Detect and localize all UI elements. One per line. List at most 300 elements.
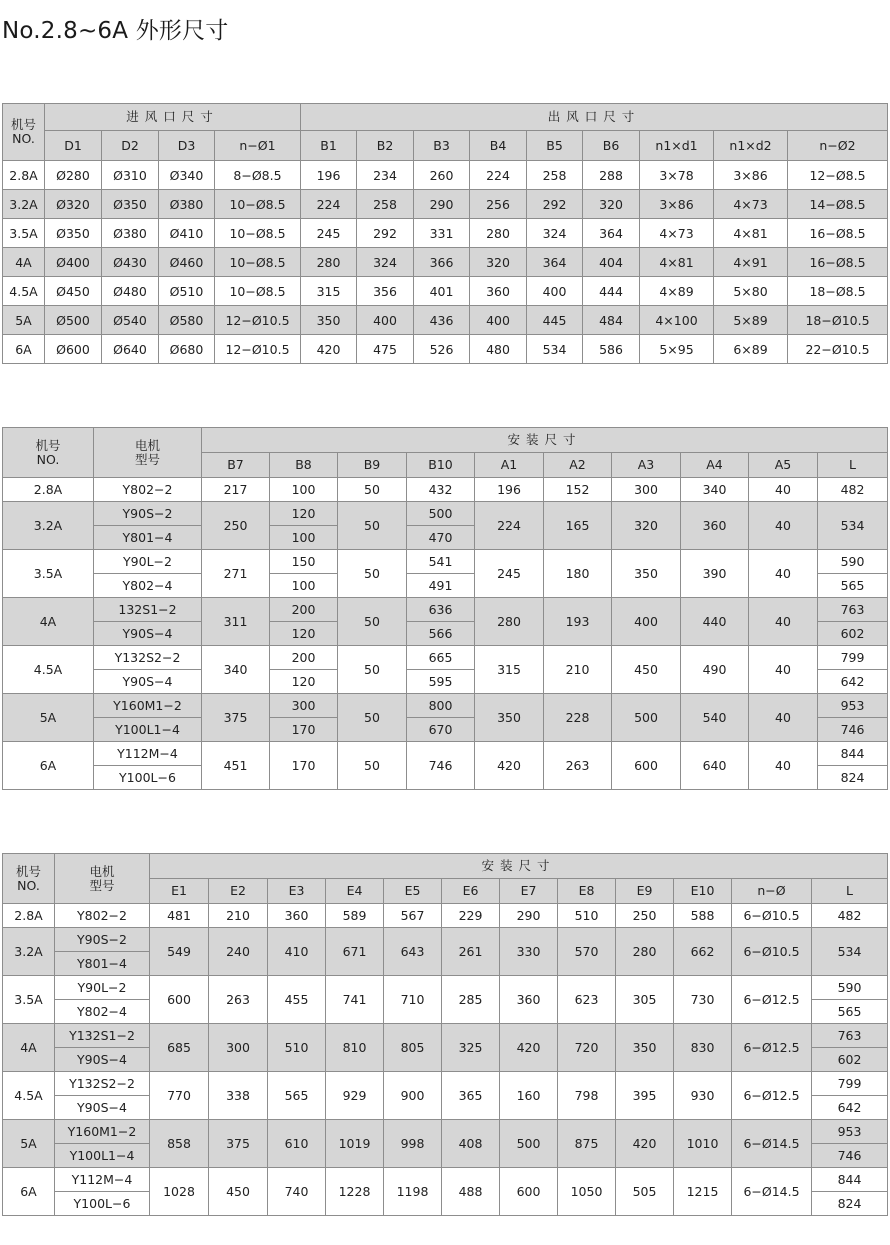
machine-no-label-en: NO. [12,131,35,146]
value-cell: 746 [818,718,888,742]
value-cell: 4×89 [640,277,714,306]
table-row [3,550,888,574]
motor-label: 电机 [89,863,115,879]
motor-model-cell: Y132S2−2 [55,1072,150,1096]
value-cell: 180 [544,550,612,598]
value-cell: 50 [338,550,407,598]
value-cell: 12−Ø10.5 [215,335,301,364]
value-cell: 10−Ø8.5 [215,219,301,248]
value-cell: 800 [407,694,475,718]
value-cell: 280 [616,928,674,976]
machine-no-label-cn: 机号 [10,117,36,132]
table-row [3,598,888,622]
page-title: No.2.8~6A 外形尺寸 [2,18,229,44]
value-cell: 4×73 [714,190,788,219]
value-cell: 50 [338,478,407,502]
machine-no-cell: 4.5A [3,1072,55,1120]
value-cell: 40 [749,694,818,742]
value-cell: 1019 [326,1120,384,1168]
value-cell: 770 [150,1072,209,1120]
value-cell: 250 [616,904,674,928]
value-cell: 50 [338,742,407,790]
value-cell: 740 [268,1168,326,1216]
motor-model-cell: Y100L1−4 [94,718,202,742]
install-size-header: 安装尺寸 [202,428,888,453]
value-cell: 280 [475,598,544,646]
value-cell: 565 [818,574,888,598]
value-cell: 798 [558,1072,616,1120]
value-cell: 250 [202,502,270,550]
machine-no-cell: 2.8A [3,904,55,928]
column-header: A5 [749,453,818,478]
value-cell: 432 [407,478,475,502]
outlet-size-header: 出风口尺寸 [301,104,888,131]
value-cell: 408 [442,1120,500,1168]
installation-dimensions-table-e [2,853,888,1216]
value-cell: 14−Ø8.5 [788,190,888,219]
inlet-size-header: 进风口尺寸 [45,104,301,131]
value-cell: 763 [818,598,888,622]
value-cell: 50 [338,694,407,742]
value-cell: 40 [749,646,818,694]
value-cell: Ø350 [102,190,159,219]
column-header: D3 [159,131,215,161]
value-cell: 900 [384,1072,442,1120]
value-cell: 5×89 [714,306,788,335]
value-cell: 565 [812,1000,888,1024]
machine-no-label-en: NO. [36,451,60,467]
value-cell: 6−Ø10.5 [732,904,812,928]
value-cell: 200 [270,646,338,670]
column-header: B1 [301,131,357,161]
value-cell: 315 [301,277,357,306]
value-cell: 365 [442,1072,500,1120]
value-cell: 228 [544,694,612,742]
value-cell: 6−Ø14.5 [732,1168,812,1216]
machine-no-cell: 4A [3,1024,55,1072]
value-cell: 170 [270,718,338,742]
column-header: E9 [616,879,674,904]
value-cell: Ø380 [159,190,215,219]
column-header: D1 [45,131,102,161]
table-row [3,219,888,248]
value-cell: 364 [527,248,583,277]
value-cell: 366 [414,248,470,277]
value-cell: 491 [407,574,475,598]
value-cell: 245 [301,219,357,248]
value-cell: 953 [812,1120,888,1144]
value-cell: 22−Ø10.5 [788,335,888,364]
table-row [3,694,888,718]
machine-no-cell: 5A [3,694,94,742]
column-header: A1 [475,453,544,478]
value-cell: 685 [150,1024,209,1072]
value-cell: 810 [326,1024,384,1072]
motor-label: 电机 [134,437,160,453]
value-cell: 6−Ø10.5 [732,928,812,976]
value-cell: 325 [442,1024,500,1072]
column-header: E10 [674,879,732,904]
column-header: n−Ø2 [788,131,888,161]
value-cell: Ø280 [45,161,102,190]
value-cell: 320 [470,248,527,277]
value-cell: 4×81 [640,248,714,277]
value-cell: Ø640 [102,335,159,364]
value-cell: 998 [384,1120,442,1168]
value-cell: 741 [326,976,384,1024]
value-cell: 500 [612,694,681,742]
motor-model-cell: Y90S−2 [55,928,150,952]
value-cell: 610 [268,1120,326,1168]
value-cell: 480 [470,335,527,364]
machine-no-header [3,854,55,904]
value-cell: 5×80 [714,277,788,306]
motor-model-cell: Y100L−6 [55,1192,150,1216]
value-cell: 636 [407,598,475,622]
value-cell: 40 [749,502,818,550]
value-cell: Ø380 [102,219,159,248]
motor-model-cell: Y90L−2 [94,550,202,574]
value-cell: 3×86 [640,190,714,219]
value-cell: 12−Ø8.5 [788,161,888,190]
install-size-header: 安装尺寸 [150,854,888,879]
motor-model-header [55,854,150,904]
value-cell: 4×73 [640,219,714,248]
value-cell: 420 [616,1120,674,1168]
table-row [3,904,888,928]
value-cell: 500 [407,502,475,526]
value-cell: 488 [442,1168,500,1216]
motor-model-cell: Y132S2−2 [94,646,202,670]
motor-model-cell: Y802−2 [94,478,202,502]
value-cell: 6−Ø12.5 [732,1024,812,1072]
value-cell: 455 [268,976,326,1024]
value-cell: 6×89 [714,335,788,364]
motor-model-cell: Y100L−6 [94,766,202,790]
value-cell: 805 [384,1024,442,1072]
value-cell: Ø430 [102,248,159,277]
value-cell: Ø580 [159,306,215,335]
value-cell: 356 [357,277,414,306]
table-row [3,161,888,190]
column-header: n−Ø [732,879,812,904]
value-cell: Ø460 [159,248,215,277]
column-header: B2 [357,131,414,161]
table-row [3,646,888,670]
value-cell: 570 [558,928,616,976]
machine-no-cell: 3.5A [3,550,94,598]
table-row [3,478,888,502]
value-cell: 193 [544,598,612,646]
value-cell: 830 [674,1024,732,1072]
value-cell: 6−Ø14.5 [732,1120,812,1168]
machine-no-cell: 3.2A [3,502,94,550]
motor-model-cell: Y802−4 [55,1000,150,1024]
value-cell: 150 [270,550,338,574]
table-row [3,742,888,766]
table-row [3,190,888,219]
machine-no-cell: 3.5A [3,976,55,1024]
value-cell: 600 [150,976,209,1024]
column-header: A2 [544,453,612,478]
value-cell: 261 [442,928,500,976]
machine-no-cell: 5A [3,306,45,335]
value-cell: 400 [357,306,414,335]
value-cell: 549 [150,928,209,976]
value-cell: 210 [209,904,268,928]
value-cell: 263 [209,976,268,1024]
machine-no-label-en: NO. [17,877,40,893]
motor-model-cell: Y90S−2 [94,502,202,526]
value-cell: 10−Ø8.5 [215,248,301,277]
value-cell: 120 [270,502,338,526]
value-cell: 482 [812,904,888,928]
value-cell: 420 [500,1024,558,1072]
value-cell: 671 [326,928,384,976]
column-header: E5 [384,879,442,904]
value-cell: 320 [583,190,640,219]
value-cell: 602 [812,1048,888,1072]
value-cell: 844 [812,1168,888,1192]
value-cell: 534 [527,335,583,364]
value-cell: 640 [681,742,749,790]
motor-model-cell: Y801−4 [55,952,150,976]
machine-no-cell: 5A [3,1120,55,1168]
value-cell: 844 [818,742,888,766]
column-header: B3 [414,131,470,161]
value-cell: 4×91 [714,248,788,277]
motor-model-cell: Y801−4 [94,526,202,550]
value-cell: 340 [681,478,749,502]
value-cell: 50 [338,502,407,550]
value-cell: 401 [414,277,470,306]
column-header: B5 [527,131,583,161]
value-cell: 165 [544,502,612,550]
value-cell: 210 [544,646,612,694]
table-row [3,306,888,335]
value-cell: Ø510 [159,277,215,306]
value-cell: 404 [583,248,640,277]
machine-no-cell: 6A [3,742,94,790]
motor-model-cell: Y90S−4 [94,622,202,646]
table-row [3,928,888,952]
value-cell: 256 [470,190,527,219]
value-cell: 350 [475,694,544,742]
value-cell: 541 [407,550,475,574]
value-cell: 590 [812,976,888,1000]
value-cell: 258 [357,190,414,219]
value-cell: 196 [475,478,544,502]
value-cell: 10−Ø8.5 [215,277,301,306]
value-cell: 292 [527,190,583,219]
value-cell: 799 [812,1072,888,1096]
motor-model-cell: Y802−2 [55,904,150,928]
value-cell: 200 [270,598,338,622]
value-cell: 100 [270,478,338,502]
value-cell: 280 [470,219,527,248]
value-cell: 710 [384,976,442,1024]
value-cell: Ø450 [45,277,102,306]
value-cell: 1050 [558,1168,616,1216]
value-cell: 642 [818,670,888,694]
column-header: D2 [102,131,159,161]
value-cell: 300 [209,1024,268,1072]
value-cell: 602 [818,622,888,646]
value-cell: 229 [442,904,500,928]
column-header: B10 [407,453,475,478]
value-cell: 670 [407,718,475,742]
table-row [3,1120,888,1144]
motor-model-cell: Y132S1−2 [55,1024,150,1048]
value-cell: 540 [681,694,749,742]
value-cell: 217 [202,478,270,502]
motor-model-cell: Y90L−2 [55,976,150,1000]
value-cell: Ø680 [159,335,215,364]
value-cell: 390 [681,550,749,598]
value-cell: 224 [475,502,544,550]
value-cell: 245 [475,550,544,598]
value-cell: 600 [612,742,681,790]
value-cell: 1215 [674,1168,732,1216]
model-label: 型号 [89,877,115,893]
value-cell: 623 [558,976,616,1024]
value-cell: 120 [270,622,338,646]
machine-no-cell: 3.2A [3,190,45,219]
column-header: A4 [681,453,749,478]
value-cell: Ø410 [159,219,215,248]
column-header: B6 [583,131,640,161]
motor-model-cell: Y160M1−2 [94,694,202,718]
machine-no-cell: 3.2A [3,928,55,976]
value-cell: 642 [812,1096,888,1120]
value-cell: 445 [527,306,583,335]
value-cell: 665 [407,646,475,670]
value-cell: 290 [414,190,470,219]
table-row [3,976,888,1000]
value-cell: 360 [500,976,558,1024]
motor-model-cell: Y90S−4 [94,670,202,694]
value-cell: 360 [470,277,527,306]
value-cell: 311 [202,598,270,646]
value-cell: Ø350 [45,219,102,248]
motor-model-cell: Y100L1−4 [55,1144,150,1168]
value-cell: 331 [414,219,470,248]
value-cell: 324 [357,248,414,277]
value-cell: 595 [407,670,475,694]
table-row [3,335,888,364]
value-cell: 510 [268,1024,326,1072]
value-cell: 420 [475,742,544,790]
value-cell: 271 [202,550,270,598]
value-cell: 360 [268,904,326,928]
value-cell: 930 [674,1072,732,1120]
motor-model-cell: Y160M1−2 [55,1120,150,1144]
value-cell: 565 [268,1072,326,1120]
column-header: E6 [442,879,500,904]
value-cell: 290 [500,904,558,928]
value-cell: 662 [674,928,732,976]
motor-model-cell: Y112M−4 [55,1168,150,1192]
value-cell: 350 [616,1024,674,1072]
value-cell: 799 [818,646,888,670]
value-cell: Ø600 [45,335,102,364]
value-cell: 444 [583,277,640,306]
value-cell: 1010 [674,1120,732,1168]
machine-no-header [3,104,45,161]
value-cell: 929 [326,1072,384,1120]
value-cell: 440 [681,598,749,646]
machine-no-label-cn: 机号 [35,437,61,453]
value-cell: 567 [384,904,442,928]
value-cell: 4×81 [714,219,788,248]
value-cell: 1198 [384,1168,442,1216]
value-cell: 450 [209,1168,268,1216]
value-cell: 746 [812,1144,888,1168]
motor-model-header [94,428,202,478]
value-cell: 300 [612,478,681,502]
value-cell: 16−Ø8.5 [788,219,888,248]
value-cell: 3×78 [640,161,714,190]
value-cell: 490 [681,646,749,694]
column-header: E8 [558,879,616,904]
value-cell: 763 [812,1024,888,1048]
value-cell: 720 [558,1024,616,1072]
value-cell: 324 [527,219,583,248]
value-cell: 510 [558,904,616,928]
model-label: 型号 [134,451,160,467]
value-cell: 315 [475,646,544,694]
table-row [3,248,888,277]
value-cell: 170 [270,742,338,790]
value-cell: 481 [150,904,209,928]
value-cell: 451 [202,742,270,790]
value-cell: 263 [544,742,612,790]
machine-no-cell: 6A [3,1168,55,1216]
table-row [3,277,888,306]
value-cell: 8−Ø8.5 [215,161,301,190]
value-cell: Ø320 [45,190,102,219]
value-cell: 824 [818,766,888,790]
outline-dimensions-table [2,103,888,364]
value-cell: 5×95 [640,335,714,364]
column-header-row [3,131,888,161]
value-cell: 395 [616,1072,674,1120]
value-cell: 338 [209,1072,268,1120]
column-header: A3 [612,453,681,478]
value-cell: 526 [414,335,470,364]
value-cell: 475 [357,335,414,364]
value-cell: 1028 [150,1168,209,1216]
column-header: B9 [338,453,407,478]
value-cell: 482 [818,478,888,502]
value-cell: 40 [749,598,818,646]
value-cell: 224 [301,190,357,219]
table-row [3,1024,888,1048]
value-cell: 586 [583,335,640,364]
value-cell: 224 [470,161,527,190]
value-cell: 375 [209,1120,268,1168]
value-cell: 590 [818,550,888,574]
value-cell: 643 [384,928,442,976]
value-cell: 12−Ø10.5 [215,306,301,335]
column-header: E4 [326,879,384,904]
value-cell: 40 [749,478,818,502]
value-cell: 152 [544,478,612,502]
value-cell: 292 [357,219,414,248]
machine-no-cell: 3.5A [3,219,45,248]
value-cell: 436 [414,306,470,335]
column-header: E7 [500,879,558,904]
